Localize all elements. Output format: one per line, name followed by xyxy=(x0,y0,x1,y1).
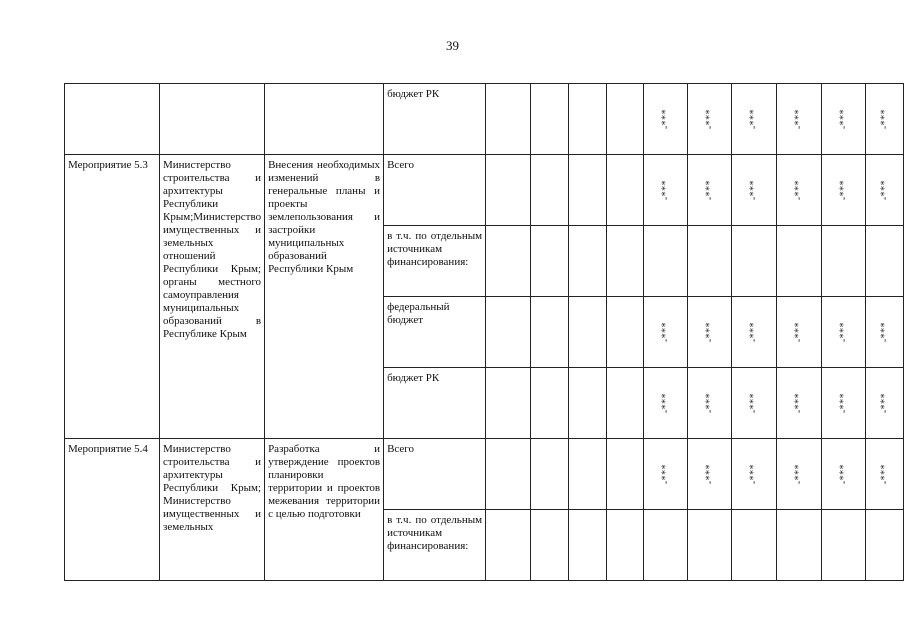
table-row xyxy=(65,439,904,510)
value-text: -*** xyxy=(704,392,716,414)
value-cell xyxy=(688,297,732,368)
value-cell xyxy=(822,84,866,155)
table-row xyxy=(65,84,904,155)
value-text: -*** xyxy=(704,179,716,201)
activity-cell: Мероприятие 5.4 xyxy=(65,439,160,581)
executor-cell: Министерство строительства и архитектуры Республики Крым; Министерство имущественных и земельных xyxy=(160,439,265,581)
value-text: -*** xyxy=(748,463,760,485)
page-number: 39 xyxy=(446,38,459,53)
value-text: -*** xyxy=(838,108,850,130)
value-text: -*** xyxy=(879,321,891,343)
funding-source-cell: в т.ч. по отдельным источникам финансирования: xyxy=(384,226,486,297)
activity-cell xyxy=(65,84,160,155)
value-text: -*** xyxy=(838,392,850,414)
value-text: -*** xyxy=(793,108,805,130)
value-cell xyxy=(644,84,688,155)
funding-source-cell: в т.ч. по отдельным источникам финансирования: xyxy=(384,510,486,581)
value-cell xyxy=(644,297,688,368)
value-cell xyxy=(688,84,732,155)
value-text: -*** xyxy=(793,463,805,485)
content-cell: Внесения необходимых изменений в генеральные планы и проекты землепользования и застройки муниципальных образований Республики Крым xyxy=(265,155,384,439)
value-text: -*** xyxy=(879,392,891,414)
value-cell xyxy=(866,439,904,510)
funding-source-cell: федеральный бюджет xyxy=(384,297,486,368)
value-cell xyxy=(866,297,904,368)
value-cell xyxy=(822,155,866,226)
value-text: -*** xyxy=(838,179,850,201)
funding-source-cell: Всего xyxy=(384,155,486,226)
funding-source-cell: Всего xyxy=(384,439,486,510)
content-cell: Разработка и утверждение проектов планировки территории и проектов межевания территории с целью подготовки xyxy=(265,439,384,581)
value-cell xyxy=(644,155,688,226)
value-cell xyxy=(822,297,866,368)
value-text: -*** xyxy=(879,463,891,485)
value-cell xyxy=(866,155,904,226)
value-cell xyxy=(732,368,777,439)
content-cell xyxy=(265,84,384,155)
value-cell xyxy=(866,84,904,155)
value-text: -*** xyxy=(748,108,760,130)
value-cell xyxy=(644,439,688,510)
value-text: -*** xyxy=(660,108,672,130)
value-cell xyxy=(732,297,777,368)
value-text: -*** xyxy=(838,463,850,485)
activity-cell: Мероприятие 5.3 xyxy=(65,155,160,439)
value-text: -*** xyxy=(748,179,760,201)
value-text: -*** xyxy=(793,179,805,201)
value-text: -*** xyxy=(838,321,850,343)
value-text: -*** xyxy=(660,321,672,343)
value-cell xyxy=(732,439,777,510)
value-text: -*** xyxy=(748,321,760,343)
value-text: -*** xyxy=(660,463,672,485)
value-cell xyxy=(822,368,866,439)
value-text: -*** xyxy=(879,179,891,201)
value-cell xyxy=(644,368,688,439)
value-text: -*** xyxy=(704,321,716,343)
funding-source-cell: бюджет РК xyxy=(384,368,486,439)
value-cell xyxy=(688,155,732,226)
value-text: -*** xyxy=(660,392,672,414)
value-cell xyxy=(777,155,822,226)
value-cell xyxy=(777,84,822,155)
value-text: -*** xyxy=(793,321,805,343)
program-table xyxy=(64,83,904,581)
value-cell xyxy=(732,84,777,155)
value-cell xyxy=(822,439,866,510)
value-cell xyxy=(866,368,904,439)
value-cell xyxy=(688,439,732,510)
value-cell xyxy=(777,439,822,510)
value-text: -*** xyxy=(660,179,672,201)
value-text: -*** xyxy=(704,463,716,485)
table-row xyxy=(65,155,904,226)
value-cell xyxy=(777,297,822,368)
executor-cell xyxy=(160,84,265,155)
executor-cell: Министерство строительства и архитектуры Республики Крым;Министерство имущественных и земельных отношений Республики Крым; органы местного самоуправления муниципальных образований в Республике Крым xyxy=(160,155,265,439)
value-text: -*** xyxy=(748,392,760,414)
value-text: -*** xyxy=(793,392,805,414)
value-cell xyxy=(688,368,732,439)
value-text: -*** xyxy=(704,108,716,130)
value-cell xyxy=(732,155,777,226)
funding-source-cell: бюджет РК xyxy=(384,84,486,155)
value-text: -*** xyxy=(879,108,891,130)
value-cell xyxy=(777,368,822,439)
